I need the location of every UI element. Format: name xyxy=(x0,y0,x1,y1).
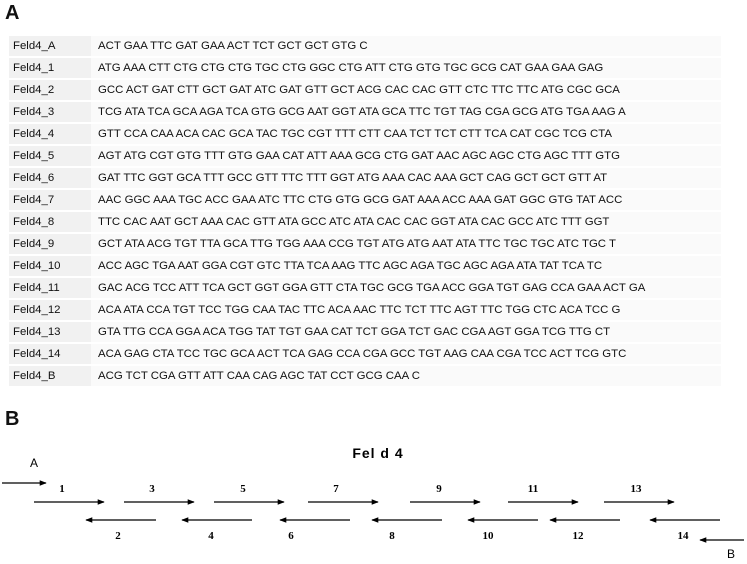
oligo-row xyxy=(9,146,721,166)
oligo-row xyxy=(9,80,721,100)
forward-oligo-label: 3 xyxy=(149,483,155,495)
reverse-oligo-label: 8 xyxy=(389,530,395,542)
oligo-name: Feld4_3 xyxy=(9,102,91,122)
forward-oligo-label: 5 xyxy=(240,483,246,495)
oligo-sequence: ACC AGC TGA AAT GGA CGT GTC TTA TCA AAG TTC AGC AGA TGC AGC AGA ATA TAT TCA TC xyxy=(91,256,721,276)
oligo-name: Feld4_B xyxy=(9,366,91,386)
oligo-name: Feld4_7 xyxy=(9,190,91,210)
oligo-sequence: GTA TTG CCA GGA ACA TGG TAT TGT GAA CAT TCT GGA TCT GAC CGA AGT GGA TCG TTG CT xyxy=(91,322,721,342)
oligo-sequence: GCC ACT GAT CTT GCT GAT ATC GAT GTT GCT ACG CAC CAC GTT CTC TTC TTC ATG CGC GCA xyxy=(91,80,721,100)
oligo-name: Feld4_A xyxy=(9,36,91,56)
oligo-row xyxy=(9,168,721,188)
oligo-row xyxy=(9,300,721,320)
oligo-sequence: TTC CAC AAT GCT AAA CAC GTT ATA GCC ATC ATA CAC CAC GGT ATA CAC GCC ATC TTT GGT xyxy=(91,212,721,232)
oligo-row xyxy=(9,234,721,254)
reverse-oligo-label: 6 xyxy=(288,530,294,542)
oligo-sequence: ACA GAG CTA TCC TGC GCA ACT TCA GAG CCA CGA GCC TGT AAG CAA CGA TCC ACT TCG GTC xyxy=(91,344,721,364)
forward-oligo-label: 9 xyxy=(436,483,442,495)
oligo-name: Feld4_14 xyxy=(9,344,91,364)
diagram-title: Fel d 4 xyxy=(352,445,404,461)
oligo-name: Feld4_9 xyxy=(9,234,91,254)
oligo-name: Feld4_4 xyxy=(9,124,91,144)
oligo-sequence: ACG TCT CGA GTT ATT CAA CAG AGC TAT CCT GCG CAA C xyxy=(91,366,721,386)
oligo-name: Feld4_8 xyxy=(9,212,91,232)
oligo-sequence: AGT ATG CGT GTG TTT GTG GAA CAT ATT AAA GCG CTG GAT AAC AGC AGC CTG AGC TTT GTG xyxy=(91,146,721,166)
oligo-sequence: ACA ATA CCA TGT TCC TGG CAA TAC TTC ACA AAC TTC TCT TTC AGT TTC TGG CTC ACA TCC G xyxy=(91,300,721,320)
oligo-name: Feld4_11 xyxy=(9,278,91,298)
oligo-row xyxy=(9,212,721,232)
oligo-name: Feld4_12 xyxy=(9,300,91,320)
oligo-row xyxy=(9,344,721,364)
reverse-oligo-label: 2 xyxy=(115,530,121,542)
oligo-sequence: ATG AAA CTT CTG CTG CTG TGC CTG GGC CTG ATT CTG GTG TGC GCG CAT GAA GAA GAG xyxy=(91,58,721,78)
oligo-sequence: GCT ATA ACG TGT TTA GCA TTG TGG AAA CCG TGT ATG ATG AAT ATA TTC TGC TGC ATC TGC T xyxy=(91,234,721,254)
reverse-oligo-label: 10 xyxy=(482,530,494,542)
oligo-row xyxy=(9,102,721,122)
oligo-sequence: AAC GGC AAA TGC ACC GAA ATC TTC CTG GTG GCG GAT AAA ACC AAA GAT GGC GTG TAT ACC xyxy=(91,190,721,210)
forward-oligo-label: 13 xyxy=(630,483,642,495)
reverse-oligo-label: 4 xyxy=(208,530,214,542)
oligo-name: Feld4_5 xyxy=(9,146,91,166)
reverse-oligo-label: 14 xyxy=(677,530,689,542)
oligo-row xyxy=(9,366,721,386)
oligo-name: Feld4_13 xyxy=(9,322,91,342)
panel-b-label: B xyxy=(5,408,20,430)
forward-oligo-label: 11 xyxy=(527,483,539,495)
oligo-sequence: GTT CCA CAA ACA CAC GCA TAC TGC CGT TTT CTT CAA TCT TCT CTT TCA CAT CGC TCG CTA xyxy=(91,124,721,144)
forward-oligo-label: 1 xyxy=(59,483,65,495)
primer-forward-label: A xyxy=(29,456,39,470)
reverse-oligo-label: 12 xyxy=(572,530,584,542)
oligo-sequence: GAC ACG TCC ATT TCA GCT GGT GGA GTT CTA TGC GCG TGA ACC GGA TGT GAG CCA GAA ACT GA xyxy=(91,278,721,298)
oligo-name: Feld4_10 xyxy=(9,256,91,276)
oligo-row xyxy=(9,190,721,210)
oligo-row xyxy=(9,322,721,342)
oligo-row xyxy=(9,58,721,78)
oligo-sequence: ACT GAA TTC GAT GAA ACT TCT GCT GCT GTG C xyxy=(91,36,721,56)
oligo-name: Feld4_6 xyxy=(9,168,91,188)
oligo-row xyxy=(9,278,721,298)
panel-a-label: A xyxy=(5,2,20,24)
oligo-name: Feld4_1 xyxy=(9,58,91,78)
oligo-row xyxy=(9,36,721,56)
oligo-sequence: GAT TTC GGT GCA TTT GCC GTT TTC TTT GGT ATG AAA CAC AAA GCT CAG GCT GCT GTT AT xyxy=(91,168,721,188)
oligo-assembly-diagram xyxy=(0,440,747,564)
oligo-sequence: TCG ATA TCA GCA AGA TCA GTG GCG AAT GGT ATA GCA TTC TGT TAG CGA GCG ATG TGA AAG A xyxy=(91,102,721,122)
oligo-row xyxy=(9,256,721,276)
primer-reverse-label: B xyxy=(726,547,736,561)
oligo-row xyxy=(9,124,721,144)
oligo-name: Feld4_2 xyxy=(9,80,91,100)
oligo-sequence-table xyxy=(9,34,721,388)
forward-oligo-label: 7 xyxy=(333,483,339,495)
